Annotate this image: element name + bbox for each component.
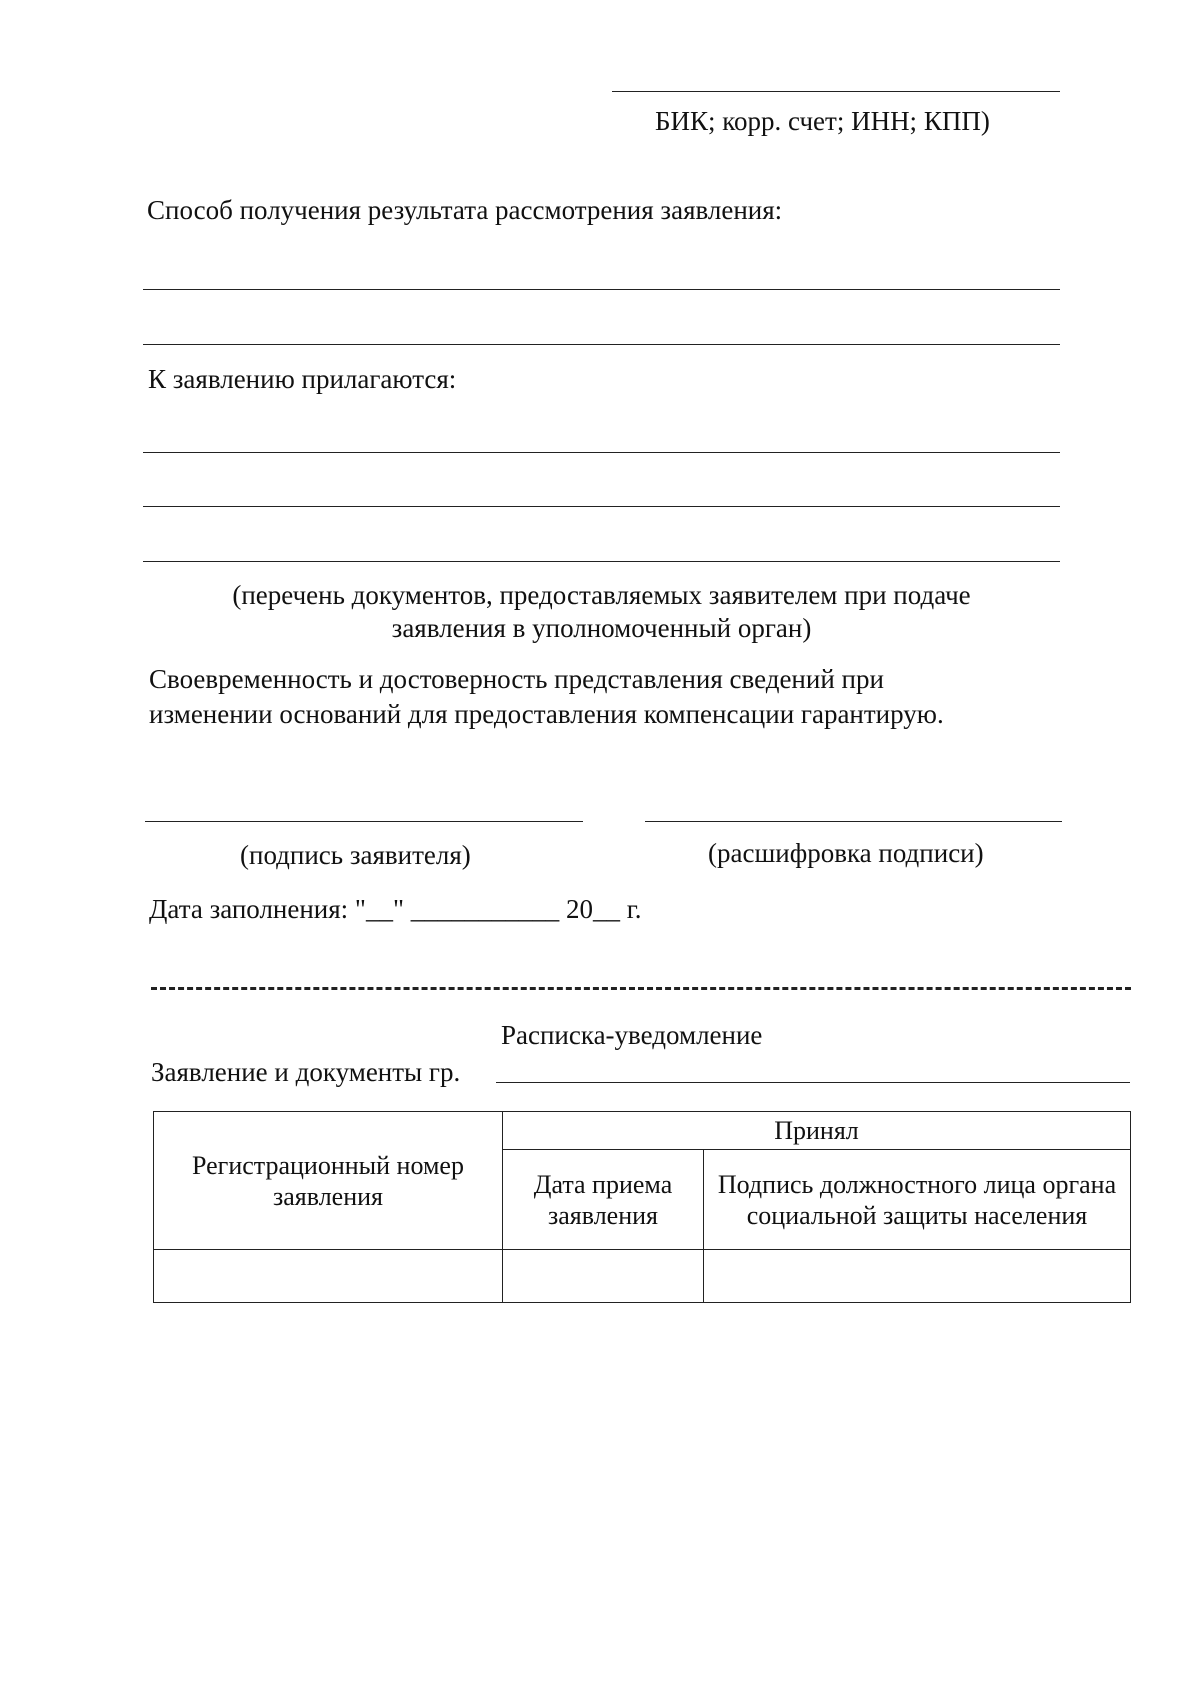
attachments-label: К заявлению прилагаются: xyxy=(148,364,457,394)
attachments-line-3[interactable] xyxy=(143,561,1060,562)
applicant-signature-caption: (подпись заявителя) xyxy=(240,840,471,870)
result-method-line-2[interactable] xyxy=(143,344,1060,345)
receipt-table xyxy=(153,1111,1131,1303)
fill-date: Дата заполнения: "__" ___________ 20__ г. xyxy=(149,894,642,924)
reg-number-cell[interactable] xyxy=(154,1250,503,1303)
guarantee-statement-line-1: Своевременность и достоверность представления сведений при xyxy=(149,664,884,694)
signature-decoding-caption: (расшифровка подписи) xyxy=(708,838,984,868)
receipt-applicant-label: Заявление и документы гр. xyxy=(151,1057,461,1087)
applicant-signature-line[interactable] xyxy=(145,821,583,822)
accept-date-cell[interactable] xyxy=(503,1250,704,1303)
signature-decoding-line[interactable] xyxy=(645,821,1062,822)
receipt-applicant-line[interactable] xyxy=(496,1082,1130,1083)
accepted-header: Принял xyxy=(503,1112,1131,1150)
attachments-line-1[interactable] xyxy=(143,452,1060,453)
official-signature-cell[interactable] xyxy=(704,1250,1131,1303)
cut-line xyxy=(151,987,1131,990)
receipt-title: Расписка-уведомление xyxy=(501,1020,763,1050)
attachments-caption-line-1: (перечень документов, предоставляемых заявителем при подаче xyxy=(232,580,971,610)
result-method-line-1[interactable] xyxy=(143,289,1060,290)
attachments-line-2[interactable] xyxy=(143,506,1060,507)
bank-details-caption: БИК; корр. счет; ИНН; КПП) xyxy=(655,106,990,136)
accept-date-header: Дата приема заявления xyxy=(503,1150,704,1250)
attachments-caption-line-2: заявления в уполномоченный орган) xyxy=(391,613,812,643)
result-method-label: Способ получения результата рассмотрения заявления: xyxy=(147,195,783,225)
official-signature-header: Подпись должностного лица органа социальной защиты населения xyxy=(704,1150,1131,1250)
reg-number-header: Регистрационный номер заявления xyxy=(154,1112,503,1250)
guarantee-statement-line-2: изменении оснований для предоставления компенсации гарантирую. xyxy=(149,699,944,729)
bank-details-line xyxy=(612,91,1060,92)
